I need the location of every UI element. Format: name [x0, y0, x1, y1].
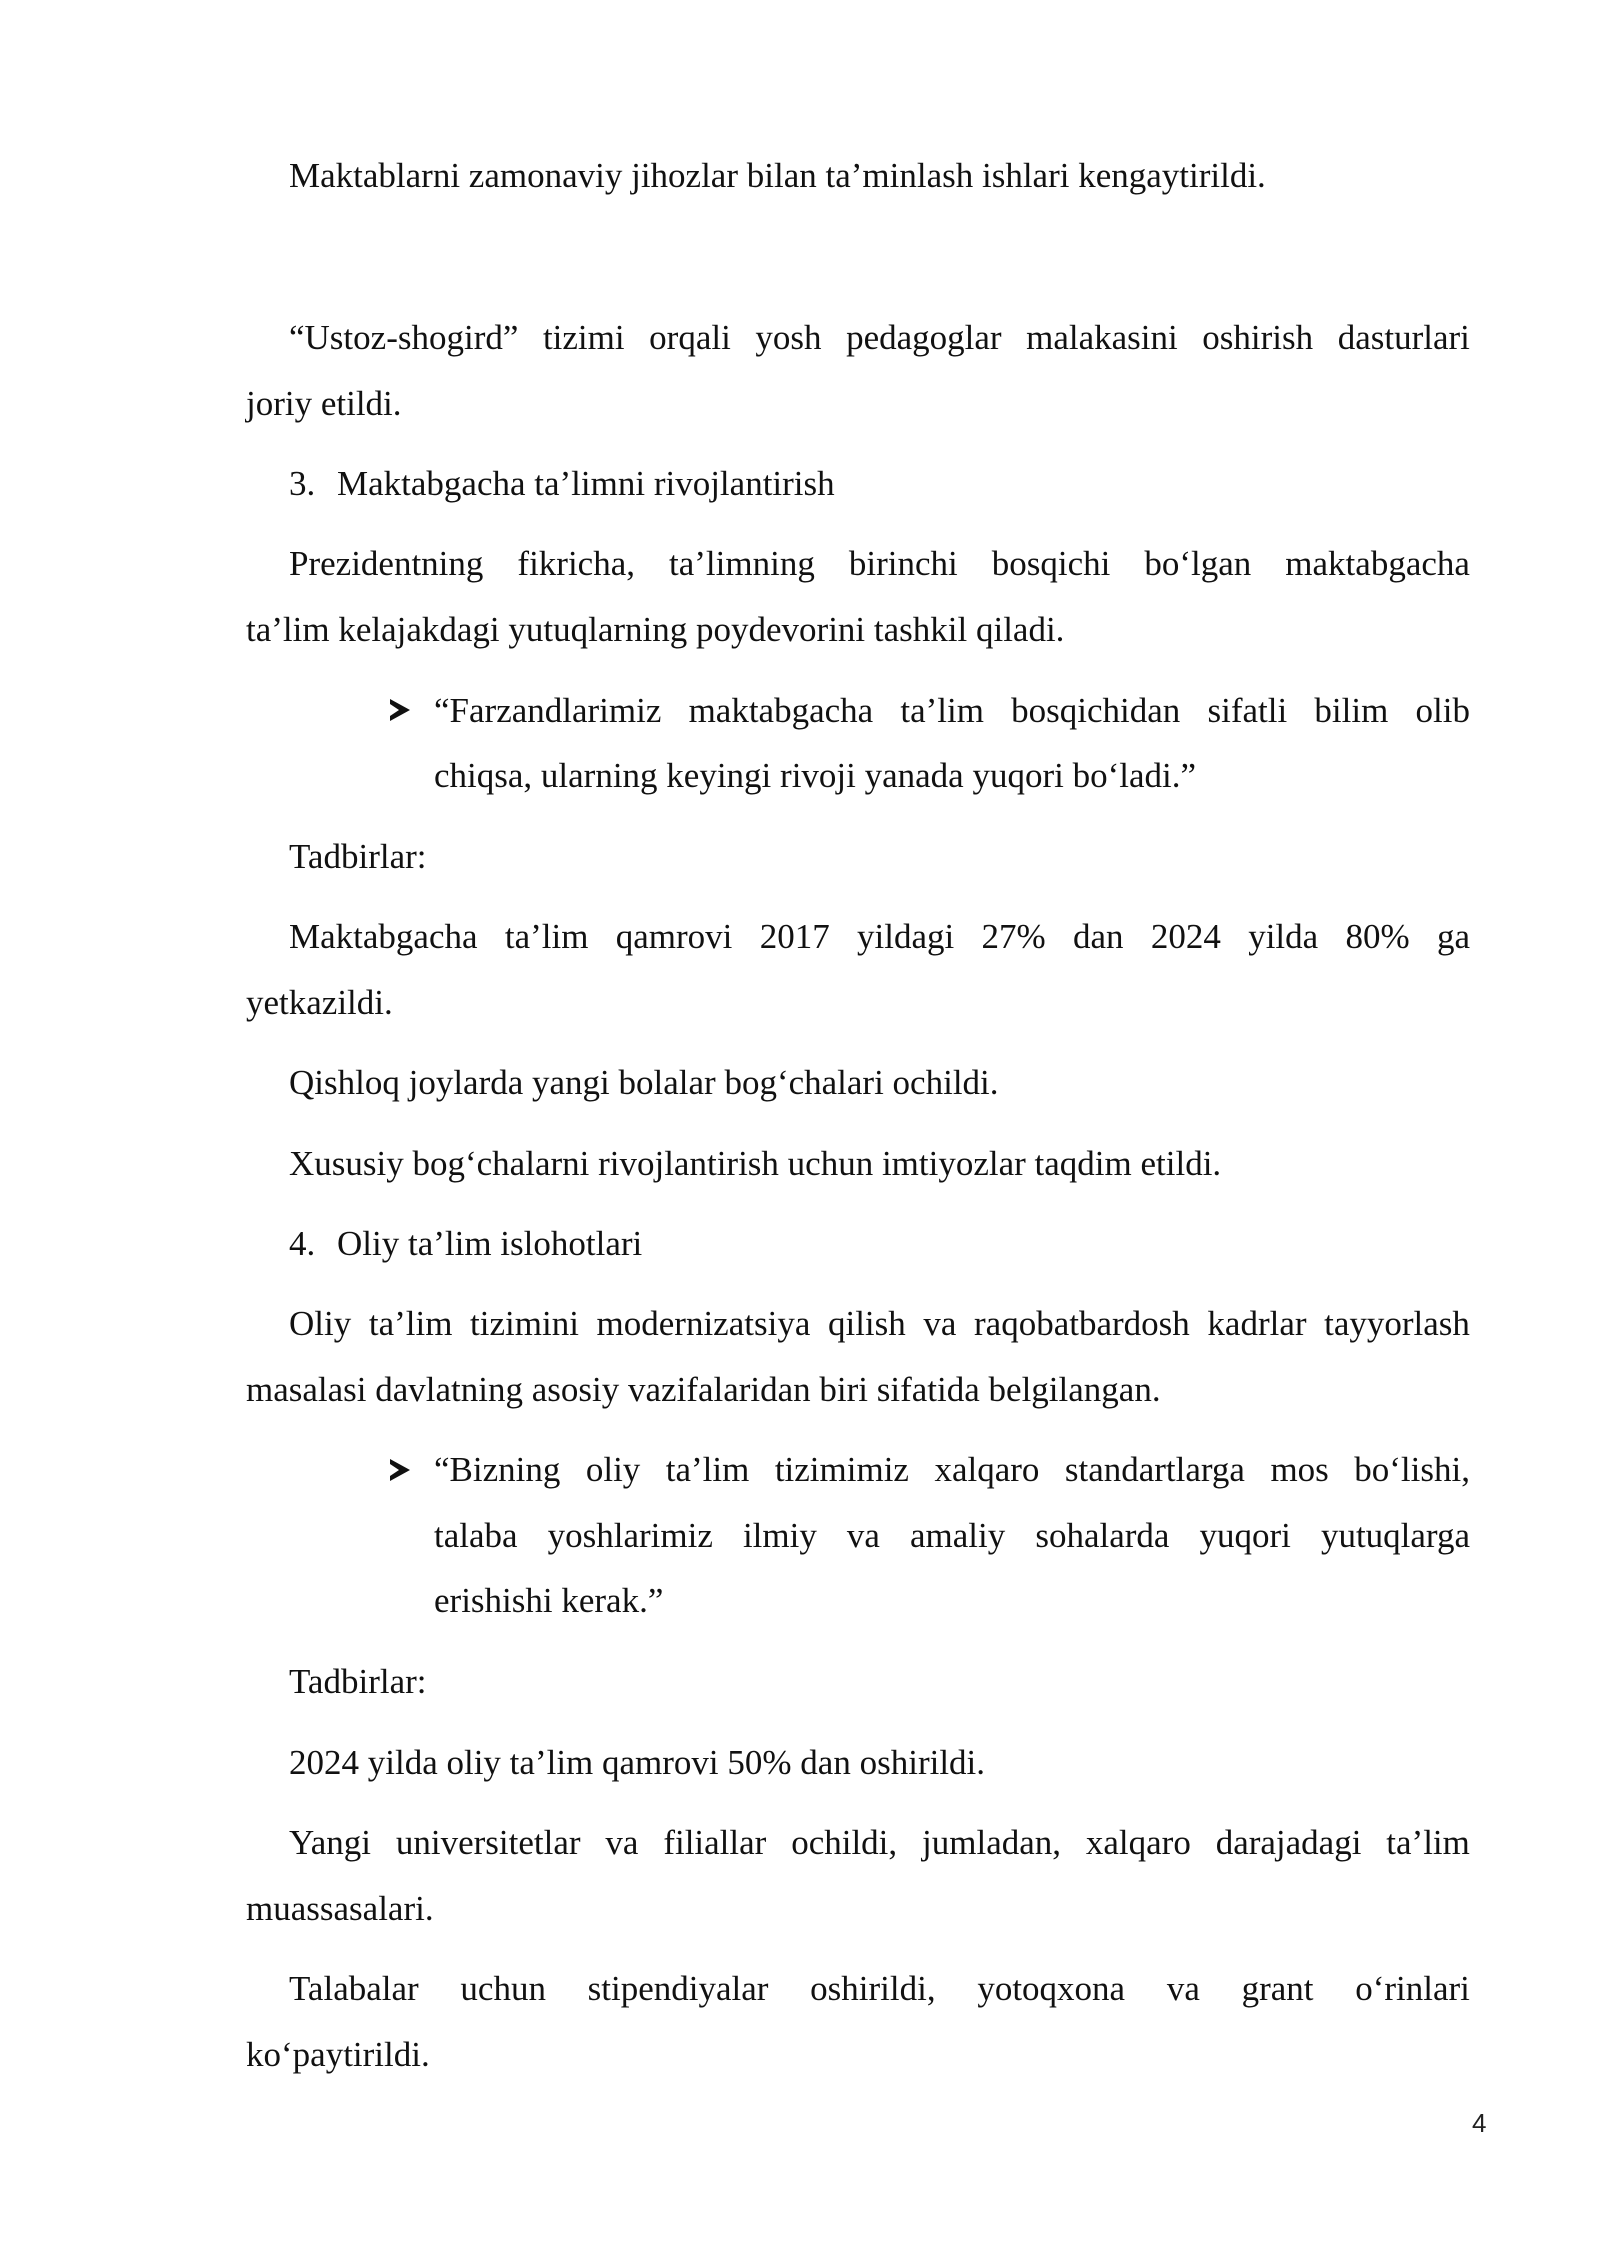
word: universitetlar [395, 1823, 581, 1862]
paragraph-line: muassasalari. [246, 1889, 434, 1928]
word: bosqichidan [1011, 691, 1181, 730]
word: yoshlarimiz [547, 1516, 713, 1555]
word: yutuqlarga [1320, 1516, 1470, 1555]
paragraph-line: Xususiy bog‘chalarni rivojlantirish uchun imtiyozlar taqdim etildi. [289, 1144, 1222, 1183]
paragraph-line: ta’lim kelajakdagi yutuqlarning poydevorini tashkil qiladi. [246, 610, 1065, 649]
word: Prezidentning [289, 544, 484, 583]
word: uchun [460, 1969, 546, 2008]
paragraph-line: Maktablarni zamonaviy jihozlar bilan ta’minlash ishlari kengaytirildi. [289, 156, 1266, 195]
word: ga [1436, 917, 1470, 956]
paragraph-line: yetkazildi. [246, 983, 393, 1022]
word: dasturlari [1337, 318, 1470, 357]
word: sohalarda [1035, 1516, 1170, 1555]
word: ta’lim [504, 917, 589, 956]
word: va [1166, 1969, 1200, 2008]
paragraph-line-justified [289, 320, 1470, 355]
word: oshirildi, [810, 1969, 936, 2008]
quote-line-justified [434, 693, 1470, 728]
word: filiallar [663, 1823, 767, 1862]
word: stipendiyalar [587, 1969, 769, 2008]
section-heading-title: Maktabgacha ta’limni rivojlantirish [337, 464, 835, 503]
word: modernizatsiya [596, 1304, 811, 1343]
word: ta’lim [900, 691, 984, 730]
tadbirlar-label: Tadbirlar: [289, 1662, 427, 1701]
word: mos [1270, 1450, 1329, 1489]
word: va [605, 1823, 639, 1862]
word: Yangi [289, 1823, 372, 1862]
word: birinchi [848, 544, 958, 583]
word: xalqaro [934, 1450, 1040, 1489]
paragraph-line-justified [289, 1306, 1470, 1341]
paragraph-line: ko‘paytirildi. [246, 2035, 430, 2074]
paragraph-line: joriy etildi. [246, 384, 402, 423]
word: qilish [827, 1304, 906, 1343]
word: orqali [649, 318, 731, 357]
word: darajadagi [1215, 1823, 1362, 1862]
word: 27% [981, 917, 1046, 956]
word: olib [1415, 691, 1470, 730]
word: jumladan, [922, 1823, 1062, 1862]
quote-line-justified [434, 1452, 1470, 1487]
word: tizimini [470, 1304, 579, 1343]
word: Maktabgacha [289, 917, 478, 956]
word: raqobatbardosh [974, 1304, 1190, 1343]
word: ta’lim [665, 1450, 750, 1489]
word: kadrlar [1207, 1304, 1307, 1343]
word: “Ustoz-shogird” [289, 318, 519, 357]
word: ochildi, [791, 1823, 898, 1862]
word: bosqichi [991, 544, 1111, 583]
tadbirlar-label: Tadbirlar: [289, 837, 427, 876]
section-heading-number: 4. [289, 1224, 316, 1263]
word: oliy [585, 1450, 641, 1489]
paragraph-line: Qishloq joylarda yangi bolalar bog‘chalari ochildi. [289, 1063, 999, 1102]
quote-line: chiqsa, ularning keyingi rivoji yanada yuqori bo‘ladi.” [434, 756, 1197, 795]
word: talaba [434, 1516, 518, 1555]
word: bilim [1314, 691, 1389, 730]
arrowhead-bullet-icon [390, 1459, 410, 1481]
word: ta’limning [669, 544, 815, 583]
word: qamrovi [615, 917, 733, 956]
word: maktabgacha [688, 691, 874, 730]
paragraph-line: 2024 yilda oliy ta’lim qamrovi 50% dan oshirildi. [289, 1743, 986, 1782]
word: tizimimiz [774, 1450, 909, 1489]
word: xalqaro [1085, 1823, 1191, 1862]
word: yuqori [1199, 1516, 1291, 1555]
word: yosh [755, 318, 822, 357]
word: malakasini [1026, 318, 1178, 357]
paragraph-line: masalasi davlatning asosiy vazifalaridan biri sifatida belgilangan. [246, 1370, 1161, 1409]
word: amaliy [910, 1516, 1006, 1555]
word: va [846, 1516, 880, 1555]
section-heading-number: 3. [289, 464, 316, 503]
word: bo‘lishi, [1354, 1450, 1470, 1489]
word: maktabgacha [1285, 544, 1470, 583]
word: “Bizning [434, 1450, 561, 1489]
word: yildagi [857, 917, 955, 956]
word: ta’lim [1386, 1823, 1470, 1862]
word: tizimi [542, 318, 625, 357]
paragraph-line-justified [289, 919, 1470, 954]
word: va [923, 1304, 957, 1343]
quote-line: erishishi kerak.” [434, 1581, 664, 1620]
paragraph-line-justified [289, 1825, 1470, 1860]
word: ilmiy [742, 1516, 817, 1555]
word: 2017 [759, 917, 830, 956]
paragraph-line-justified [289, 546, 1470, 581]
word: pedagoglar [846, 318, 1002, 357]
page-number: 4 [1472, 2108, 1487, 2138]
section-heading-title: Oliy ta’lim islohotlari [337, 1224, 643, 1263]
word: bo‘lgan [1144, 544, 1252, 583]
word: Talabalar [289, 1969, 419, 2008]
word: o‘rinlari [1355, 1969, 1470, 2008]
quote-line-justified [434, 1518, 1470, 1553]
word: yilda [1248, 917, 1319, 956]
word: standartlarga [1064, 1450, 1245, 1489]
word: grant [1241, 1969, 1314, 2008]
word: “Farzandlarimiz [434, 691, 662, 730]
word: Oliy [289, 1304, 352, 1343]
word: tayyorlash [1324, 1304, 1470, 1343]
paragraph-line-justified [289, 1971, 1470, 2006]
word: dan [1073, 917, 1124, 956]
word: sifatli [1207, 691, 1288, 730]
arrowhead-bullet-icon [390, 699, 410, 721]
word: oshirish [1202, 318, 1314, 357]
word: 2024 [1150, 917, 1221, 956]
word: 80% [1345, 917, 1410, 956]
word: fikricha, [517, 544, 635, 583]
word: yotoqxona [977, 1969, 1126, 2008]
word: ta’lim [368, 1304, 453, 1343]
